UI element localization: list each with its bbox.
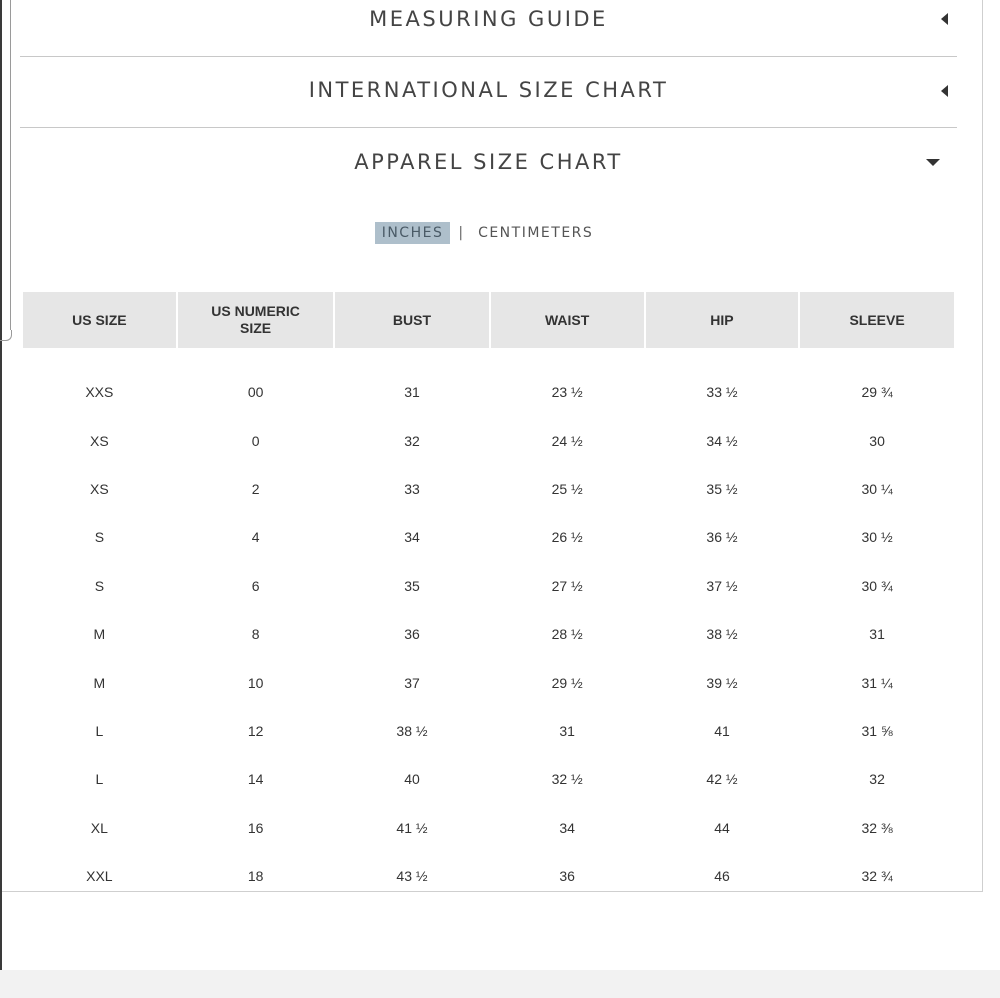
cell-waist: 23 ½ (551, 384, 583, 401)
accordion-measuring-guide[interactable] (20, 0, 957, 57)
table-row (23, 513, 954, 561)
table-row (23, 804, 954, 852)
panel-frame-left (10, 0, 11, 330)
cell-sleeve: 30 ½ (861, 529, 893, 546)
cell-sleeve: 30 ¾ (861, 577, 893, 594)
cell-bust: 38 ½ (396, 722, 428, 739)
cell-us-size: XS (90, 480, 109, 497)
table-row (23, 658, 954, 706)
caret-left-icon (941, 85, 948, 97)
cell-sleeve: 29 ¾ (861, 384, 893, 401)
cell-us-numeric-size: 8 (251, 626, 260, 643)
footer-band (0, 970, 1000, 998)
cell-us-numeric-size: 6 (251, 577, 260, 594)
cell-bust: 36 (404, 626, 420, 643)
cell-bust: 32 (404, 432, 420, 449)
cell-us-numeric-size: 2 (251, 480, 260, 497)
cell-bust: 43 ½ (396, 868, 428, 885)
panel-frame-corner (0, 330, 12, 341)
cell-waist: 25 ½ (551, 480, 583, 497)
cell-us-size: XXL (86, 868, 113, 885)
cell-us-numeric-size: 12 (247, 722, 264, 739)
panel-frame-right (982, 0, 983, 892)
cell-waist: 36 (559, 868, 575, 885)
cell-waist: 28 ½ (551, 626, 583, 643)
accordion-apparel-size-chart[interactable] (20, 128, 957, 198)
units-centimeters-button[interactable]: CENTIMETERS (478, 225, 594, 241)
header-waist: WAIST (491, 292, 644, 348)
table-row (23, 465, 954, 513)
cell-hip: 42 ½ (706, 771, 738, 788)
cell-hip: 39 ½ (706, 674, 738, 691)
accordion-title-measuring-guide: MEASURING GUIDE (369, 7, 608, 31)
cell-us-size: XXS (85, 384, 114, 401)
cell-waist: 24 ½ (551, 432, 583, 449)
cell-hip: 36 ½ (706, 529, 738, 546)
cell-us-numeric-size: 14 (247, 771, 264, 788)
caret-left-icon (941, 13, 948, 25)
cell-bust: 31 (404, 384, 420, 401)
cell-us-numeric-size: 0 (251, 432, 260, 449)
table-row (23, 416, 954, 464)
table-row (23, 348, 954, 416)
cell-waist: 26 ½ (551, 529, 583, 546)
cell-waist: 29 ½ (551, 674, 583, 691)
cell-bust: 40 (404, 771, 420, 788)
header-us-size: US SIZE (23, 292, 176, 348)
header-hip: HIP (646, 292, 798, 348)
cell-us-numeric-size: 10 (247, 674, 264, 691)
cell-hip: 44 (714, 819, 730, 836)
cell-bust: 34 (404, 529, 420, 546)
cell-waist: 31 (559, 722, 575, 739)
cell-hip: 41 (714, 722, 730, 739)
cell-us-size: L (95, 771, 104, 788)
size-chart-table (21, 292, 956, 900)
cell-bust: 41 ½ (396, 819, 428, 836)
cell-us-numeric-size: 4 (251, 529, 260, 546)
cell-us-numeric-size: 00 (247, 384, 264, 401)
cell-us-size: S (94, 529, 105, 546)
cell-sleeve: 31 (869, 626, 885, 643)
cell-waist: 34 (559, 819, 575, 836)
caret-down-icon (926, 159, 940, 166)
cell-us-size: M (93, 674, 106, 691)
cell-bust: 37 (404, 674, 420, 691)
cell-hip: 37 ½ (706, 577, 738, 594)
units-separator: | (458, 225, 464, 241)
table-row (23, 562, 954, 610)
cell-sleeve: 32 (869, 771, 885, 788)
header-us-numeric-size (178, 292, 334, 348)
cell-hip: 35 ½ (706, 480, 738, 497)
cell-sleeve: 32 ⅜ (861, 819, 893, 836)
header-sleeve: SLEEVE (800, 292, 954, 348)
cell-sleeve: 30 ¼ (861, 480, 893, 497)
table-row (23, 610, 954, 658)
accordion-title-international-size-chart: INTERNATIONAL SIZE CHART (308, 78, 669, 102)
header-bust: BUST (335, 292, 488, 348)
cell-waist: 32 ½ (551, 771, 583, 788)
header-us-numeric-size-label: US NUMERIC SIZE (211, 303, 300, 336)
cell-hip: 34 ½ (706, 432, 738, 449)
table-row (23, 707, 954, 755)
cell-hip: 33 ½ (706, 384, 738, 401)
cell-us-size: XL (90, 819, 108, 836)
accordion-title-apparel-size-chart: APPAREL SIZE CHART (354, 150, 623, 174)
cell-bust: 33 (404, 480, 420, 497)
table-row (23, 852, 954, 900)
cell-sleeve: 30 (869, 432, 885, 449)
page-left-border (0, 0, 2, 970)
cell-us-numeric-size: 16 (247, 819, 264, 836)
cell-us-size: XS (90, 432, 109, 449)
cell-sleeve: 31 ⅝ (861, 722, 893, 739)
cell-us-size: S (94, 577, 105, 594)
accordion-international-size-chart[interactable] (20, 57, 957, 128)
cell-us-numeric-size: 18 (247, 868, 264, 885)
cell-bust: 35 (404, 577, 420, 594)
cell-us-size: M (93, 626, 106, 643)
cell-us-size: L (95, 722, 104, 739)
cell-sleeve: 31 ¼ (861, 674, 893, 691)
cell-hip: 46 (714, 868, 730, 885)
units-inches-button[interactable]: INCHES (375, 222, 451, 244)
table-header-row (23, 292, 954, 348)
units-toggle (0, 222, 975, 244)
cell-sleeve: 32 ¾ (861, 868, 893, 885)
table-row (23, 755, 954, 803)
cell-hip: 38 ½ (706, 626, 738, 643)
cell-waist: 27 ½ (551, 577, 583, 594)
